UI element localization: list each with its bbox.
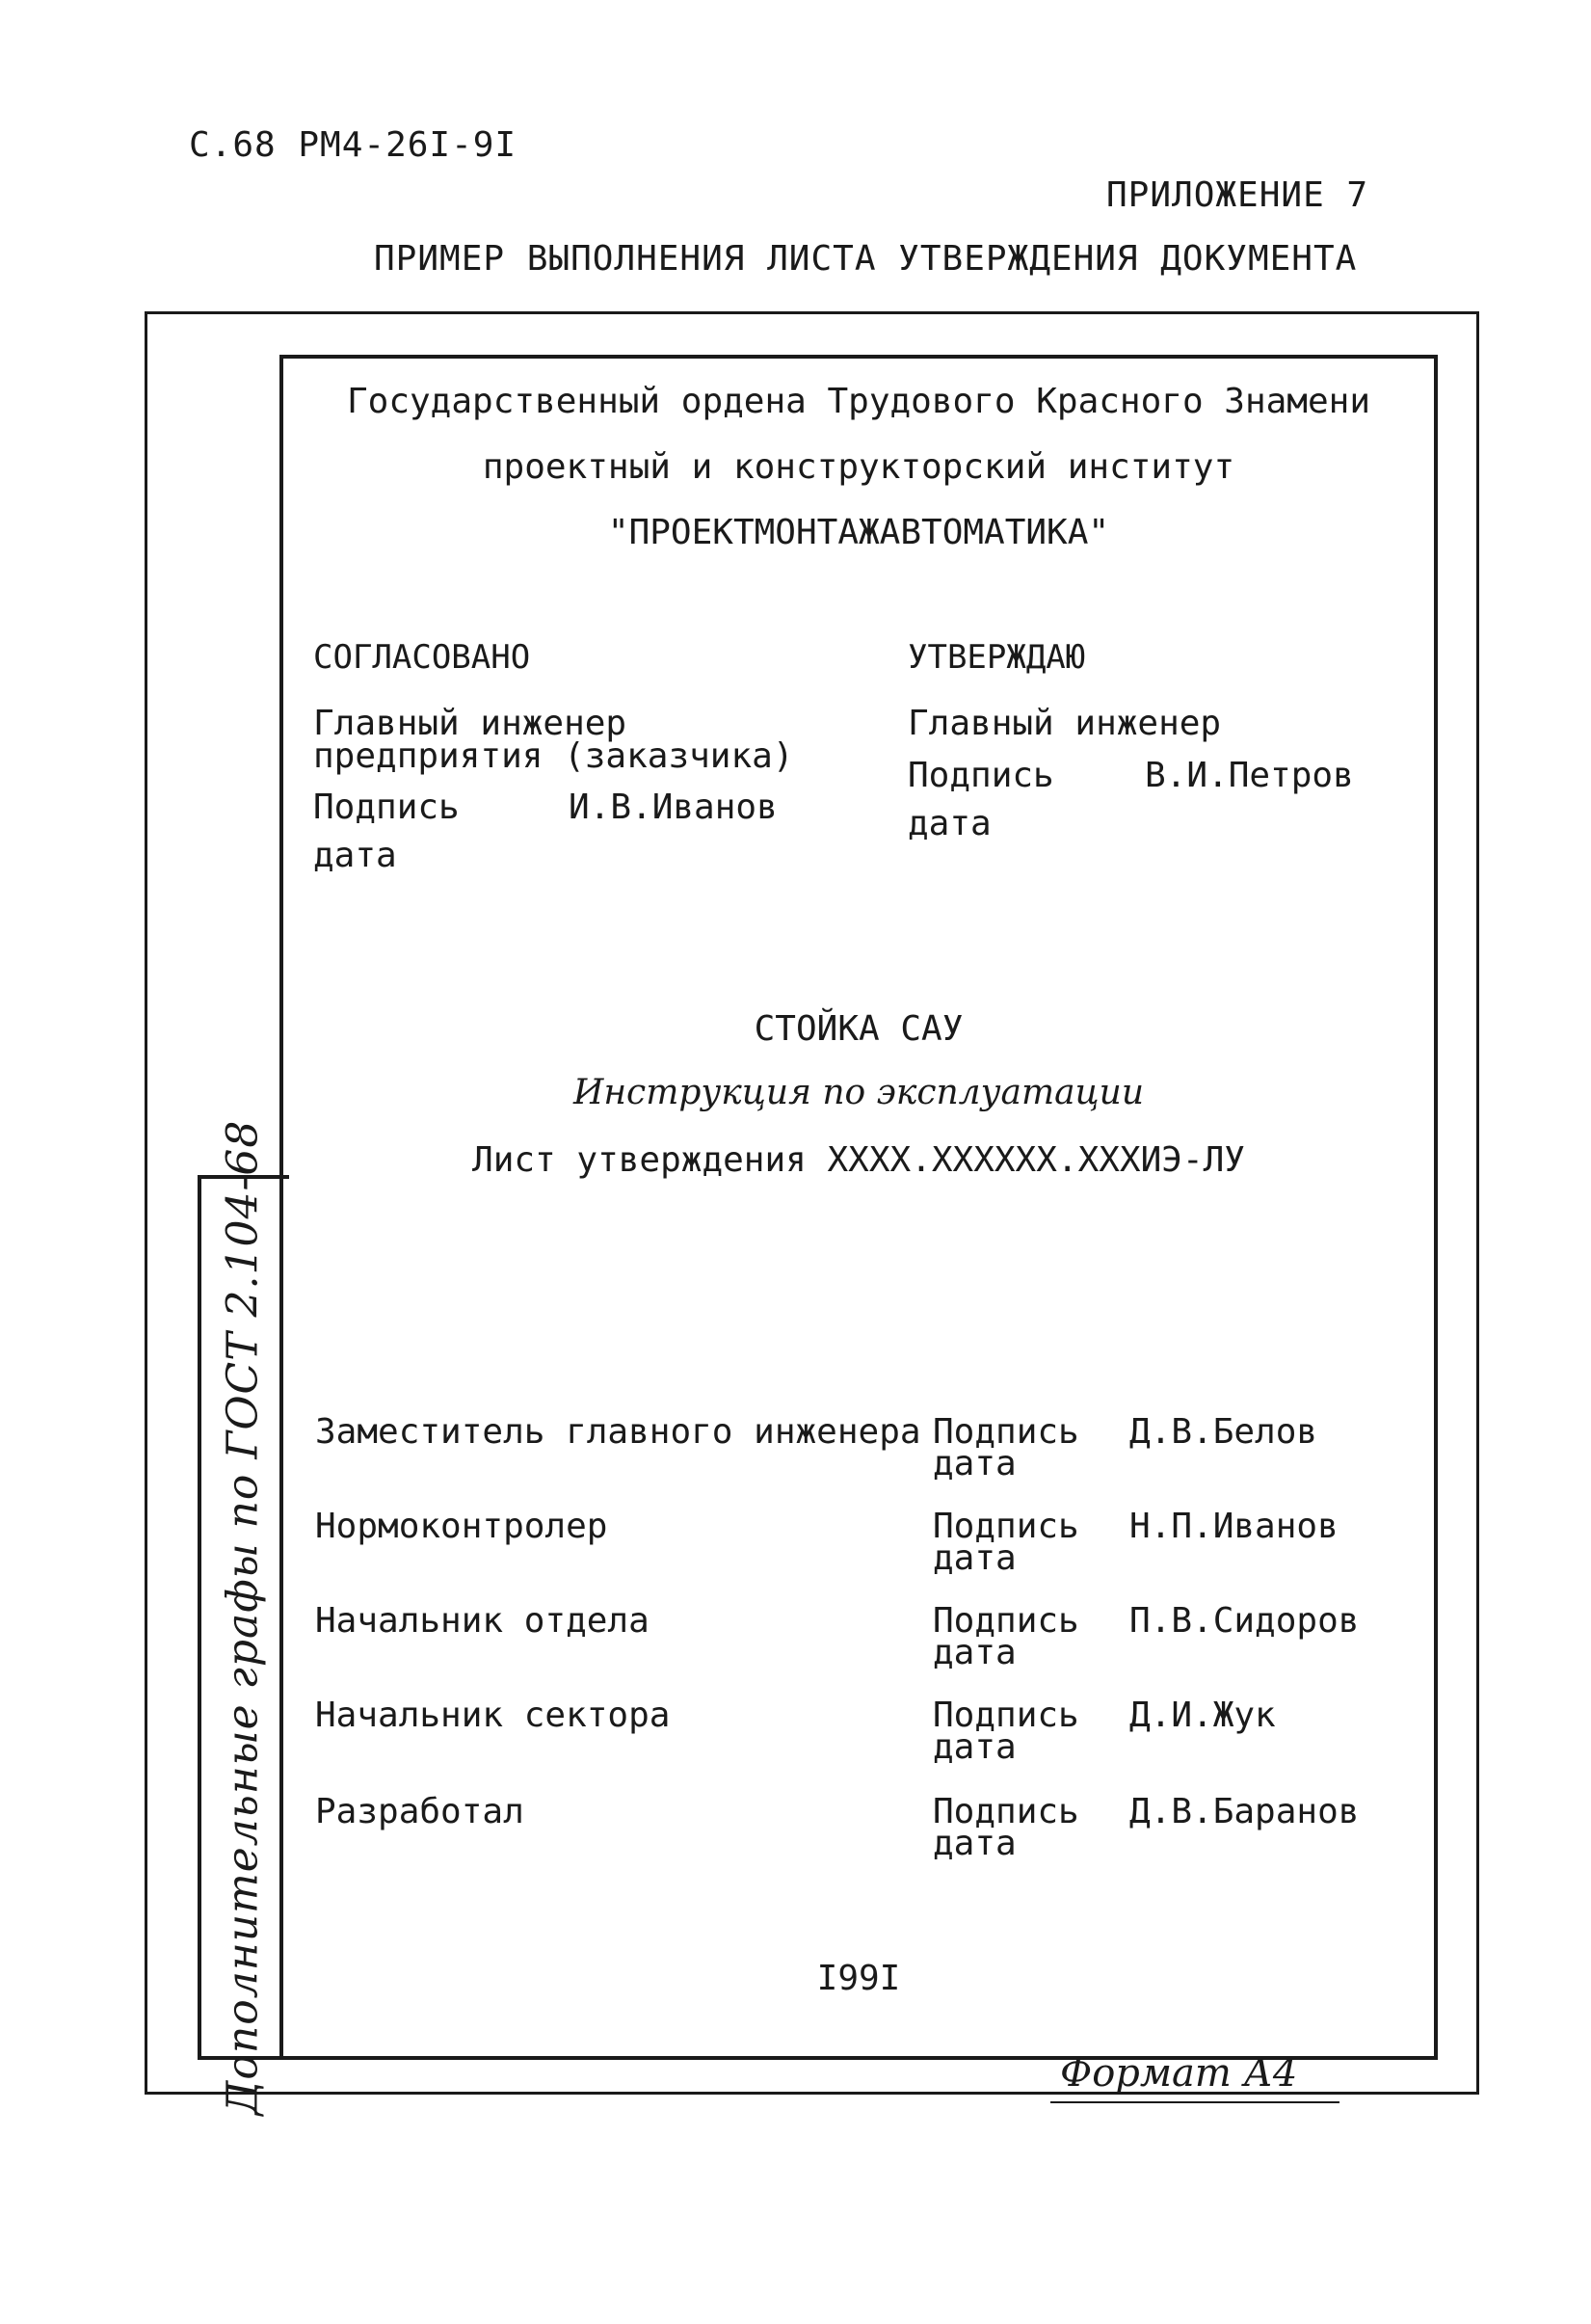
signatory-role: Начальник сектора	[315, 1696, 671, 1735]
signatory-sign-label: Подпись	[933, 1696, 1079, 1735]
approved-signer-name: В.И.Петров	[1145, 756, 1354, 795]
signatory-role: Разработал	[315, 1792, 524, 1831]
organization-name: "ПРОЕКТМОНТАЖАВТОМАТИКА"	[607, 513, 1110, 552]
signatory-sign-label: Подпись	[933, 1601, 1079, 1641]
approved-heading: УТВЕРЖДАЮ	[908, 638, 1086, 677]
signatory-name: Д.И.Жук	[1129, 1696, 1276, 1735]
agreed-position-line-1: Главный инженер	[313, 704, 627, 743]
signatory-date-label: дата	[933, 1727, 1017, 1767]
document-title: СТОЙКА САУ	[754, 1009, 964, 1049]
signatory-sign-label: Подпись	[933, 1412, 1079, 1452]
agreed-position-line-2: предприятия (заказчика)	[313, 736, 794, 776]
appendix-label: ПРИЛОЖЕНИЕ 7	[1106, 175, 1369, 215]
document-year: I99I	[816, 1959, 901, 1998]
agreed-sign-label: Подпись	[313, 788, 460, 827]
approved-position: Главный инженер	[908, 704, 1222, 743]
signatory-role: Нормоконтролер	[315, 1507, 608, 1546]
signatory-date-label: дата	[933, 1444, 1017, 1483]
format-underline	[1050, 2101, 1339, 2103]
signatory-sign-label: Подпись	[933, 1792, 1079, 1831]
format-mark: Формат А4	[1060, 2051, 1298, 2096]
agreed-heading: СОГЛАСОВАНО	[313, 638, 531, 677]
approved-sign-label: Подпись	[908, 756, 1054, 795]
signatory-name: Н.П.Иванов	[1129, 1507, 1339, 1546]
signatory-name: Д.В.Баранов	[1129, 1792, 1360, 1831]
agreed-date-label: дата	[313, 836, 397, 875]
signatory-name: П.В.Сидоров	[1129, 1601, 1360, 1641]
signatory-role: Заместитель главного инженера	[315, 1412, 921, 1452]
approved-date-label: дата	[908, 804, 992, 843]
signatory-role: Начальник отдела	[315, 1601, 650, 1641]
signatory-name: Д.В.Белов	[1129, 1412, 1318, 1452]
document-subtitle: Инструкция по эксплуатации	[572, 1073, 1145, 1112]
document-heading: ПРИМЕР ВЫПОЛНЕНИЯ ЛИСТА УТВЕРЖДЕНИЯ ДОКУМЕНТА	[374, 239, 1358, 279]
signatory-date-label: дата	[933, 1824, 1017, 1863]
approval-sheet-designation: Лист утверждения XXXX.XXXXXX.XXXИЭ-ЛУ	[472, 1140, 1245, 1180]
signatory-date-label: дата	[933, 1538, 1017, 1578]
signatory-date-label: дата	[933, 1633, 1017, 1672]
signatory-sign-label: Подпись	[933, 1507, 1079, 1546]
side-columns-text: Дополнительные графы по ГОСТ 2.104-68	[218, 1119, 268, 2116]
organization-line-1: Государственный ордена Трудового Красного Знамени	[346, 382, 1371, 421]
agreed-signer-name: И.В.Иванов	[569, 788, 778, 827]
page-reference: С.68 РМ4-26I-9I	[189, 125, 517, 165]
organization-line-2: проектный и конструкторский институт	[482, 447, 1235, 487]
